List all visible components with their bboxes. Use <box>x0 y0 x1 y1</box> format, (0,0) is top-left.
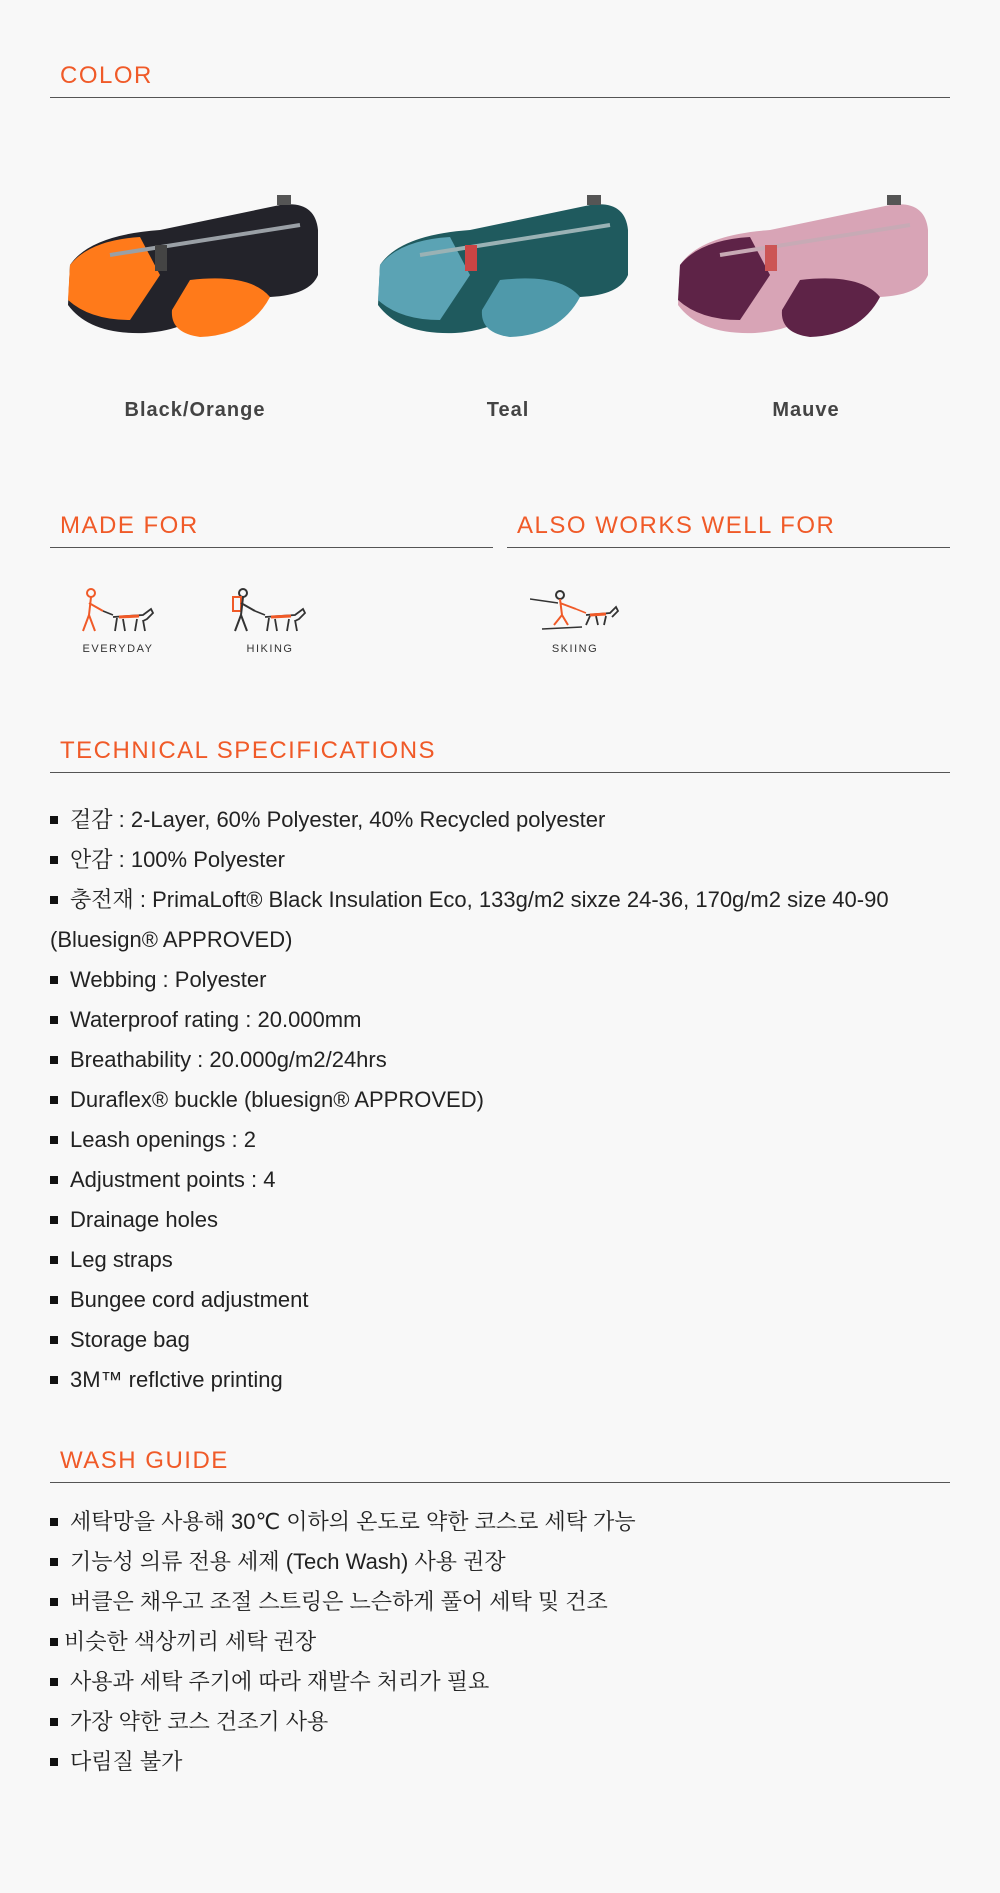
dog-jacket-black-orange-image <box>50 185 330 355</box>
spec-item: Bungee cord adjustment <box>50 1280 950 1320</box>
spec-item: 3M™ reflctive printing <box>50 1360 950 1400</box>
wash-item: 세탁망을 사용해 30℃ 이하의 온도로 약한 코스로 세탁 가능 <box>50 1502 950 1542</box>
wash-item: 사용과 세탁 주기에 따라 재발수 처리가 필요 <box>50 1662 950 1702</box>
spec-item: Storage bag <box>50 1320 950 1360</box>
spec-item: Duraflex® buckle (bluesign® APPROVED) <box>50 1080 950 1120</box>
color-swatch-teal[interactable] <box>360 185 640 355</box>
spec-item: Drainage holes <box>50 1200 950 1240</box>
spec-item: Webbing : Polyester <box>50 960 950 1000</box>
wash-guide-list <box>50 1502 950 1782</box>
wash-item: 버클은 채우고 조절 스트링은 느슨하게 풀어 세탁 및 건조 <box>50 1582 950 1622</box>
activity-skiing <box>515 585 635 655</box>
dog-jacket-mauve-image <box>660 185 940 355</box>
made-for-divider <box>50 547 493 548</box>
tech-specs-divider <box>50 772 950 773</box>
color-swatch-mauve[interactable] <box>660 185 940 355</box>
activity-label-skiing: SKIING <box>551 643 599 655</box>
spec-item-continuation: (Bluesign® APPROVED) <box>50 927 293 952</box>
walking-dog-icon <box>73 585 163 641</box>
skiing-dog-icon <box>530 585 620 641</box>
spec-item: Waterproof rating : 20.000mm <box>50 1000 950 1040</box>
dog-jacket-teal-image <box>360 185 640 355</box>
also-works-divider <box>507 547 950 548</box>
wash-item: 기능성 의류 전용 세제 (Tech Wash) 사용 권장 <box>50 1542 950 1582</box>
spec-item: Adjustment points : 4 <box>50 1160 950 1200</box>
hiking-dog-icon <box>225 585 315 641</box>
color-name-black-orange[interactable]: Black/Orange <box>124 399 266 421</box>
spec-item: Leash openings : 2 <box>50 1120 950 1160</box>
tech-specs-list <box>50 800 950 1400</box>
spec-item: 충전재 : PrimaLoft® Black Insulation Eco, 133g/m2 sixze 24-36, 170g/m2 size 40-90 <box>50 880 950 920</box>
made-for-title: MADE FOR <box>60 512 199 539</box>
wash-item: 가장 약한 코스 건조기 사용 <box>50 1702 950 1742</box>
spec-item: Breathability : 20.000g/m2/24hrs <box>50 1040 950 1080</box>
color-swatch-black-orange[interactable] <box>50 185 330 355</box>
also-works-title: ALSO WORKS WELL FOR <box>517 512 836 539</box>
color-section-title: COLOR <box>60 62 153 89</box>
spec-item: 안감 : 100% Polyester <box>50 840 950 880</box>
activity-hiking <box>210 585 330 655</box>
color-name-mauve[interactable]: Mauve <box>772 399 840 421</box>
color-name-teal[interactable]: Teal <box>486 399 530 421</box>
spec-item: 겉감 : 2-Layer, 60% Polyester, 40% Recycled polyester <box>50 800 950 840</box>
wash-item: 다림질 불가 <box>50 1742 950 1782</box>
wash-guide-title: WASH GUIDE <box>60 1447 229 1474</box>
activity-everyday <box>58 585 178 655</box>
activity-label-everyday: EVERYDAY <box>82 643 154 655</box>
wash-guide-divider <box>50 1482 950 1483</box>
tech-specs-title: TECHNICAL SPECIFICATIONS <box>60 737 437 764</box>
spec-item: Leg straps <box>50 1240 950 1280</box>
wash-item: 비슷한 색상끼리 세탁 권장 <box>50 1622 950 1662</box>
color-divider <box>50 97 950 98</box>
activity-label-hiking: HIKING <box>246 643 294 655</box>
